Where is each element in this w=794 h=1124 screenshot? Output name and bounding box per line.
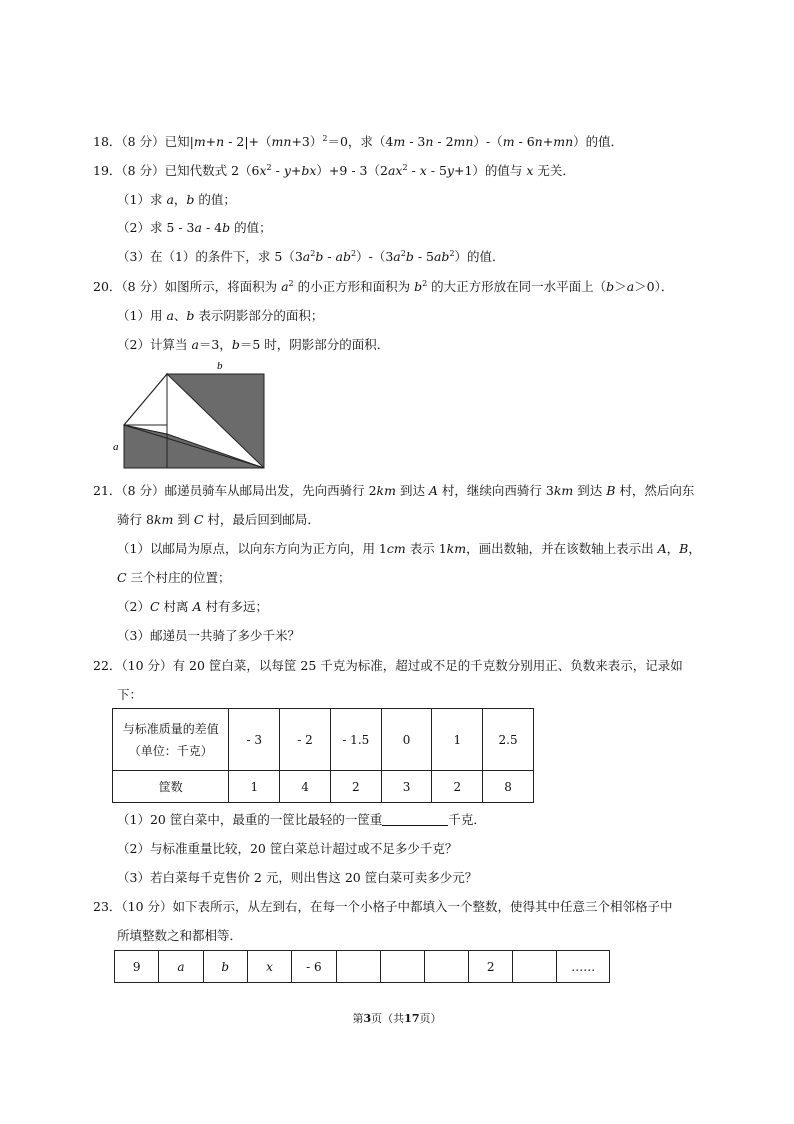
var-y: y <box>446 163 454 178</box>
grid-cell[interactable] <box>336 951 380 983</box>
grid-cell[interactable] <box>380 951 424 983</box>
q20-text: ＞0）． <box>634 279 674 294</box>
sub-text: ， <box>688 541 701 556</box>
question-22 <box>93 658 683 674</box>
q18-text: ‑ 2|+（ <box>224 134 272 149</box>
sub-text: ， <box>666 541 680 556</box>
q22-number: 22． <box>93 658 122 673</box>
var-m: m <box>502 134 515 149</box>
var-a: a <box>191 337 199 352</box>
q23-text: 所填整数之和都相等． <box>117 928 243 943</box>
var-m: m <box>393 134 406 149</box>
q18-text: ‑ 2 <box>433 134 454 149</box>
q19-text: + <box>290 163 302 178</box>
unit-km: km <box>376 483 396 498</box>
q19-text: 无关． <box>533 163 575 178</box>
var-C: C <box>149 599 160 614</box>
grid-cell[interactable] <box>513 951 557 983</box>
q18-number: 18． <box>93 134 122 149</box>
table-row <box>115 951 610 983</box>
var-a: a <box>166 308 174 323</box>
q22-text: 下： <box>117 687 143 702</box>
label-b: b <box>217 360 223 372</box>
var-b: b <box>405 249 414 264</box>
q21-text: 村，最后回到邮局． <box>203 512 320 527</box>
sub-text: （1）用 <box>117 308 167 323</box>
q23-number: 23． <box>93 899 122 914</box>
var-b: b <box>186 192 195 207</box>
var-mn: mn <box>453 134 474 149</box>
table-cell: 1 <box>229 771 280 803</box>
sub-text: 村离 <box>159 599 193 614</box>
var-ax: ax <box>387 163 403 178</box>
exponent: 2 <box>288 279 294 288</box>
table-cell: ‑ 1.5 <box>330 709 381 771</box>
grid-cell: ‑ 6 <box>292 951 336 983</box>
sub-text: 的值； <box>194 192 236 207</box>
sub-text: ＝3， <box>198 337 232 352</box>
q22-sub-3 <box>117 870 477 886</box>
sub-text: ）‑（3 <box>356 249 394 264</box>
var-y: y <box>283 163 291 178</box>
var-n: n <box>425 134 434 149</box>
q21-text: 到达 <box>573 483 607 498</box>
q23-line-2 <box>117 928 242 944</box>
table-cell: 2 <box>432 771 483 803</box>
q18-text: ）的值． <box>573 134 624 149</box>
question-19 <box>93 163 575 179</box>
q20-text: 的小正方形和面积为 <box>293 279 415 294</box>
sub-text: （2） <box>117 599 150 614</box>
squares-figure <box>110 358 272 474</box>
unit-km: km <box>153 512 174 527</box>
q18-text: ）‑（ <box>473 134 503 149</box>
sub-text: （1）求 <box>117 192 167 207</box>
q21-text: 村，继续向西骑行 3 <box>437 483 554 498</box>
var-b: b <box>606 279 615 294</box>
q22-line-2 <box>117 687 142 703</box>
integer-grid-table <box>114 950 610 983</box>
exponent: 2 <box>402 163 408 172</box>
q19-score: （8 分） <box>121 163 165 178</box>
q20-text: ＞ <box>614 279 627 294</box>
q18-text: + <box>205 134 217 149</box>
weight-table <box>112 708 534 803</box>
table-cell: 3 <box>381 771 432 803</box>
table-cell: 0 <box>381 709 432 771</box>
question-23 <box>93 899 673 915</box>
var-b: b <box>186 308 195 323</box>
var-bx: bx <box>301 163 317 178</box>
table-row <box>113 771 534 803</box>
q19-number: 19． <box>93 163 122 178</box>
q18-text: ‑ 6 <box>514 134 535 149</box>
var-ab: ab <box>433 249 450 264</box>
var-A: A <box>192 599 202 614</box>
q20-sub-2 <box>117 337 389 353</box>
q21-sub-1 <box>117 541 701 557</box>
q19-text: ‑ <box>271 163 284 178</box>
exponent: 2 <box>422 279 428 288</box>
unit-km: km <box>446 541 467 556</box>
sub-text: （3）若白菜每千克售价 2 元，则出售这 20 筐白菜可卖多少元？ <box>117 870 478 885</box>
q19-sub-3 <box>117 249 505 265</box>
var-b: b <box>315 249 324 264</box>
var-B: B <box>679 541 689 556</box>
q21-text: 骑行 8 <box>117 512 154 527</box>
page-footer <box>0 1010 794 1026</box>
sub-text: ， <box>173 192 187 207</box>
answer-blank[interactable] <box>382 813 448 826</box>
var-a: a <box>393 249 401 264</box>
sub-text: （2）与标准重量比较，20 筐白菜总计超过或不足多少千克？ <box>117 841 458 856</box>
var-C: C <box>193 512 204 527</box>
page-number: 3 <box>363 1012 372 1025</box>
q21-line-2 <box>117 512 320 528</box>
grid-cell: x <box>247 951 291 983</box>
q23-score: （10 分） <box>121 899 173 914</box>
var-a: a <box>166 192 174 207</box>
sub-text: 村有多远； <box>201 599 268 614</box>
label-a: a <box>113 441 119 453</box>
exponent: 2 <box>322 134 328 143</box>
var-x: x <box>526 163 534 178</box>
var-A: A <box>657 541 667 556</box>
grid-cell[interactable] <box>424 951 468 983</box>
var-mn: mn <box>553 134 574 149</box>
table-cell: ‑ 3 <box>229 709 280 771</box>
sub-text: （2）计算当 <box>117 337 192 352</box>
unit-km: km <box>553 483 574 498</box>
sub-text: 的值； <box>230 220 272 235</box>
q21-sub-2 <box>117 599 268 615</box>
q21-text: 到 <box>173 512 194 527</box>
unit-cm: cm <box>386 541 406 556</box>
q18-text: + <box>542 134 554 149</box>
exponent: 2 <box>310 249 316 258</box>
var-b: b <box>414 279 423 294</box>
sub-text: ，画出数轴，并在该数轴上表示出 <box>466 541 658 556</box>
q21-text: 到达 <box>395 483 429 498</box>
var-b: b <box>222 220 231 235</box>
q21-text: 邮递员骑车从邮局出发，先向西骑行 2 <box>164 483 377 498</box>
q19-text: ‑ <box>407 163 420 178</box>
q19-text: ‑ 5 <box>426 163 447 178</box>
sub-text: （3）邮递员一共骑了多少千米？ <box>117 628 300 643</box>
q20-sub-1 <box>117 308 323 324</box>
sub-text: 千克． <box>448 812 486 827</box>
var-n: n <box>216 134 225 149</box>
sub-text: ‑ 4 <box>201 220 223 235</box>
sub-text: ＝5 时，阴影部分的面积． <box>239 337 390 352</box>
table-header-cell <box>113 709 229 771</box>
exponent: 2 <box>351 249 357 258</box>
var-a: a <box>281 279 289 294</box>
q21-number: 21． <box>93 483 122 498</box>
q19-text: ）+9 ‑ 3（2 <box>316 163 388 178</box>
q18-score: （8 分） <box>121 134 165 149</box>
sub-text: ‑ 5 <box>413 249 434 264</box>
q20-number: 20． <box>93 279 122 294</box>
grid-cell: 2 <box>468 951 512 983</box>
exponent: 2 <box>449 249 455 258</box>
table-row <box>113 709 534 771</box>
footer-text: 页） <box>419 1012 442 1025</box>
grid-cell: …… <box>557 951 610 983</box>
table-header-text: 与标准质量的差值 <box>122 721 219 736</box>
table-cell: 2 <box>330 771 381 803</box>
q21-text: 村，然后向东 <box>615 483 695 498</box>
sub-text: ‑ <box>323 249 336 264</box>
var-ab: ab <box>335 249 351 264</box>
var-a: a <box>194 220 202 235</box>
var-a: a <box>302 249 311 264</box>
table-header-text: （单位：千克） <box>128 743 213 758</box>
q21-sub-1-cont <box>117 570 231 586</box>
table-cell: 1 <box>432 709 483 771</box>
q22-sub-1 <box>117 812 486 828</box>
page-total: 17 <box>404 1012 420 1025</box>
table-cell: ‑ 2 <box>280 709 331 771</box>
sub-text: （1）以邮局为原点，以向东方向为正方向，用 1 <box>117 541 387 556</box>
var-x: x <box>259 163 267 178</box>
q19-text: 已知代数式 2（6 <box>164 163 260 178</box>
q21-score: （8 分） <box>121 483 165 498</box>
q18-text: 已知| <box>164 134 194 149</box>
var-A: A <box>428 483 438 498</box>
q22-score: （10 分） <box>121 658 173 673</box>
grid-cell: a <box>159 951 203 983</box>
table-cell: 8 <box>483 771 534 803</box>
q19-sub-2 <box>117 220 272 236</box>
question-20 <box>93 279 673 295</box>
footer-text: 页（共 <box>371 1012 405 1025</box>
sub-text: ）的值． <box>454 249 505 264</box>
q22-sub-2 <box>117 841 457 857</box>
q18-text: ＝0，求（4 <box>327 134 394 149</box>
sub-text: （1）20 筐白菜中，最重的一筐比最轻的一筐重 <box>117 812 383 827</box>
q23-text: 如下表所示，从左到右，在每一个小格子中都填入一个整数，使得其中任意三个相邻格子中 <box>172 899 673 914</box>
table-header-cell: 筐数 <box>113 771 229 803</box>
q18-text: ‑ 3 <box>405 134 426 149</box>
table-cell: 4 <box>280 771 331 803</box>
q18-text: +3） <box>291 134 323 149</box>
sub-text: 三个村庄的位置； <box>126 570 231 585</box>
var-n: n <box>534 134 543 149</box>
question-21 <box>93 483 694 499</box>
q21-sub-3 <box>117 628 300 644</box>
question-18 <box>93 134 623 150</box>
table-cell: 2.5 <box>483 709 534 771</box>
exponent: 2 <box>266 163 272 172</box>
grid-cell: 9 <box>115 951 159 983</box>
q20-score: （8 分） <box>121 279 165 294</box>
var-x: x <box>419 163 427 178</box>
var-B: B <box>606 483 616 498</box>
sub-text: 表示阴影部分的面积； <box>194 308 324 323</box>
var-a: a <box>626 279 635 294</box>
var-mn: mn <box>271 134 292 149</box>
q20-text: 的大正方形放在同一水平面上（ <box>427 279 607 294</box>
var-m: m <box>193 134 206 149</box>
grid-cell: b <box>203 951 247 983</box>
var-b: b <box>231 337 240 352</box>
q19-text: +1）的值与 <box>453 163 527 178</box>
q19-sub-1 <box>117 192 236 208</box>
sub-text: （2）求 5 ‑ 3 <box>117 220 195 235</box>
sub-text: 表示 1 <box>405 541 447 556</box>
exponent: 2 <box>400 249 406 258</box>
q20-text: 如图所示，将面积为 <box>164 279 282 294</box>
footer-text: 第 <box>352 1012 364 1025</box>
var-C: C <box>117 570 127 585</box>
q22-text: 有 20 筐白菜，以每筐 25 千克为标准，超过或不足的千克数分别用正、负数来表示，记录如 <box>172 658 683 673</box>
sub-text: 、 <box>173 308 187 323</box>
sub-text: （3）在（1）的条件下，求 5（3 <box>117 249 303 264</box>
